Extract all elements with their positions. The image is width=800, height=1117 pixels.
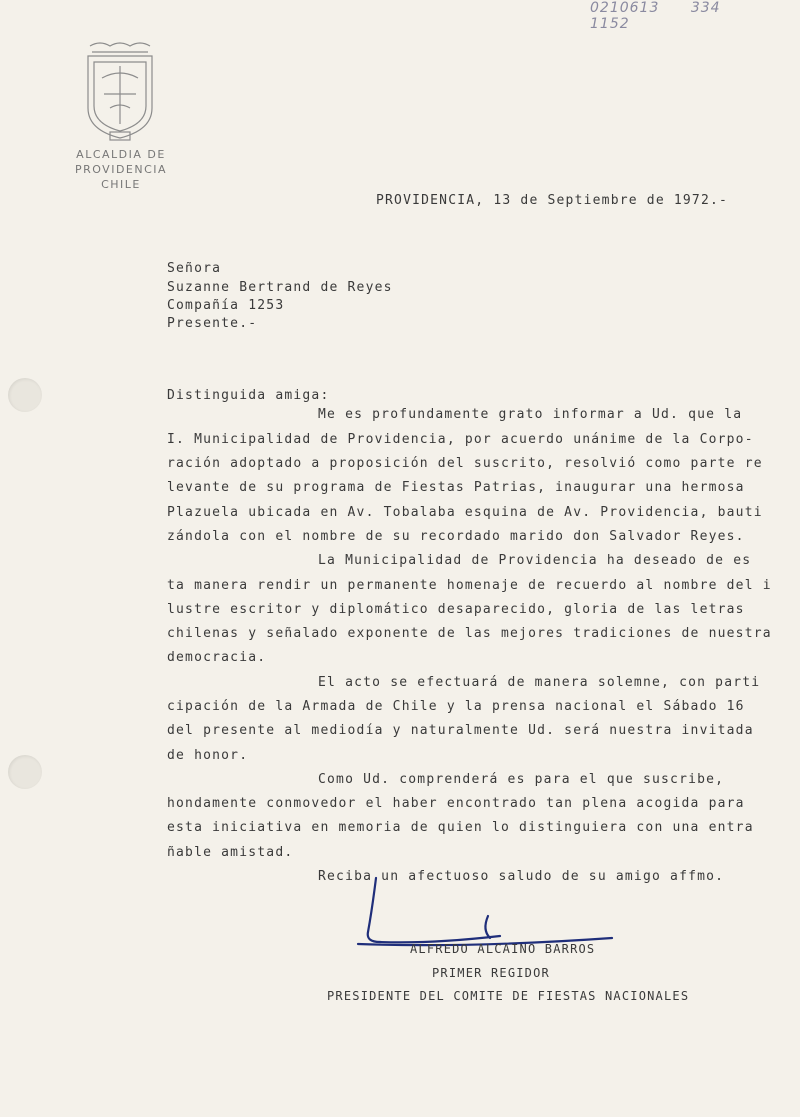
body-line: El acto se efectuará de manera solemne, con parti <box>318 675 761 690</box>
body-line: ñable amistad. <box>167 845 294 860</box>
punch-hole <box>8 378 42 412</box>
body-line: lustre escritor y diplomático desaparecido, gloria de las letras <box>167 602 745 617</box>
date-line: PROVIDENCIA, 13 de Septiembre de 1972.- <box>376 193 729 208</box>
salutation: Distinguida amiga: <box>167 388 330 403</box>
archive-mark: 334 <box>690 0 721 16</box>
body-line: democracia. <box>167 650 267 665</box>
body-line: I. Municipalidad de Providencia, por acuerdo unánime de la Corpo- <box>167 432 754 447</box>
recipient-line: Compañía 1253 <box>167 298 285 313</box>
signer-title: PRIMER REGIDOR <box>432 966 550 980</box>
closing-line: Reciba un afectuoso saludo de su amigo affmo. <box>318 869 725 884</box>
body-line: Me es profundamente grato informar a Ud. que la <box>318 407 743 422</box>
letterhead-org <box>36 147 206 192</box>
body-line: ración adoptado a proposición del suscrito, resolvió como parte re <box>167 456 763 471</box>
body-line: esta iniciativa en memoria de quien lo distinguiera con una entra <box>167 820 754 835</box>
signer-committee: PRESIDENTE DEL COMITE DE FIESTAS NACIONALES <box>327 989 690 1003</box>
body-line: Como Ud. comprenderá es para el que suscribe, <box>318 772 725 787</box>
org-country: CHILE <box>101 178 141 191</box>
body-line: cipación de la Armada de Chile y la prensa nacional el Sábado 16 <box>167 699 745 714</box>
body-line: chilenas y señalado exponente de las mejores tradiciones de nuestra <box>167 626 772 641</box>
handwritten-signature <box>350 870 620 950</box>
body-line: La Municipalidad de Providencia ha deseado de es <box>318 553 752 568</box>
body-line: Plazuela ubicada en Av. Tobalaba esquina de Av. Providencia, bauti <box>167 505 763 520</box>
archive-mark: 0210613 <box>590 0 660 16</box>
signer-name: ALFREDO ALCAINO BARROS <box>410 942 596 956</box>
archive-marks <box>590 0 800 32</box>
coat-of-arms-icon <box>80 38 160 146</box>
body-line: hondamente conmovedor el haber encontrado tan plena acogida para <box>167 796 745 811</box>
archive-mark: 1152 <box>590 16 630 32</box>
body-line: levante de su programa de Fiestas Patrias, inaugurar una hermosa <box>167 480 745 495</box>
org-name: ALCALDIA DE PROVIDENCIA <box>74 148 168 176</box>
recipient-line: Señora <box>167 261 222 276</box>
body-line: del presente al mediodía y naturalmente Ud. será nuestra invitada <box>167 723 754 738</box>
body-line: zándola con el nombre de su recordado marido don Salvador Reyes. <box>167 529 745 544</box>
body-line: de honor. <box>167 748 249 763</box>
punch-hole <box>8 755 42 789</box>
recipient-line: Suzanne Bertrand de Reyes <box>167 280 393 295</box>
body-line: ta manera rendir un permanente homenaje de recuerdo al nombre del i <box>167 578 772 593</box>
recipient-line: Presente.- <box>167 316 258 331</box>
